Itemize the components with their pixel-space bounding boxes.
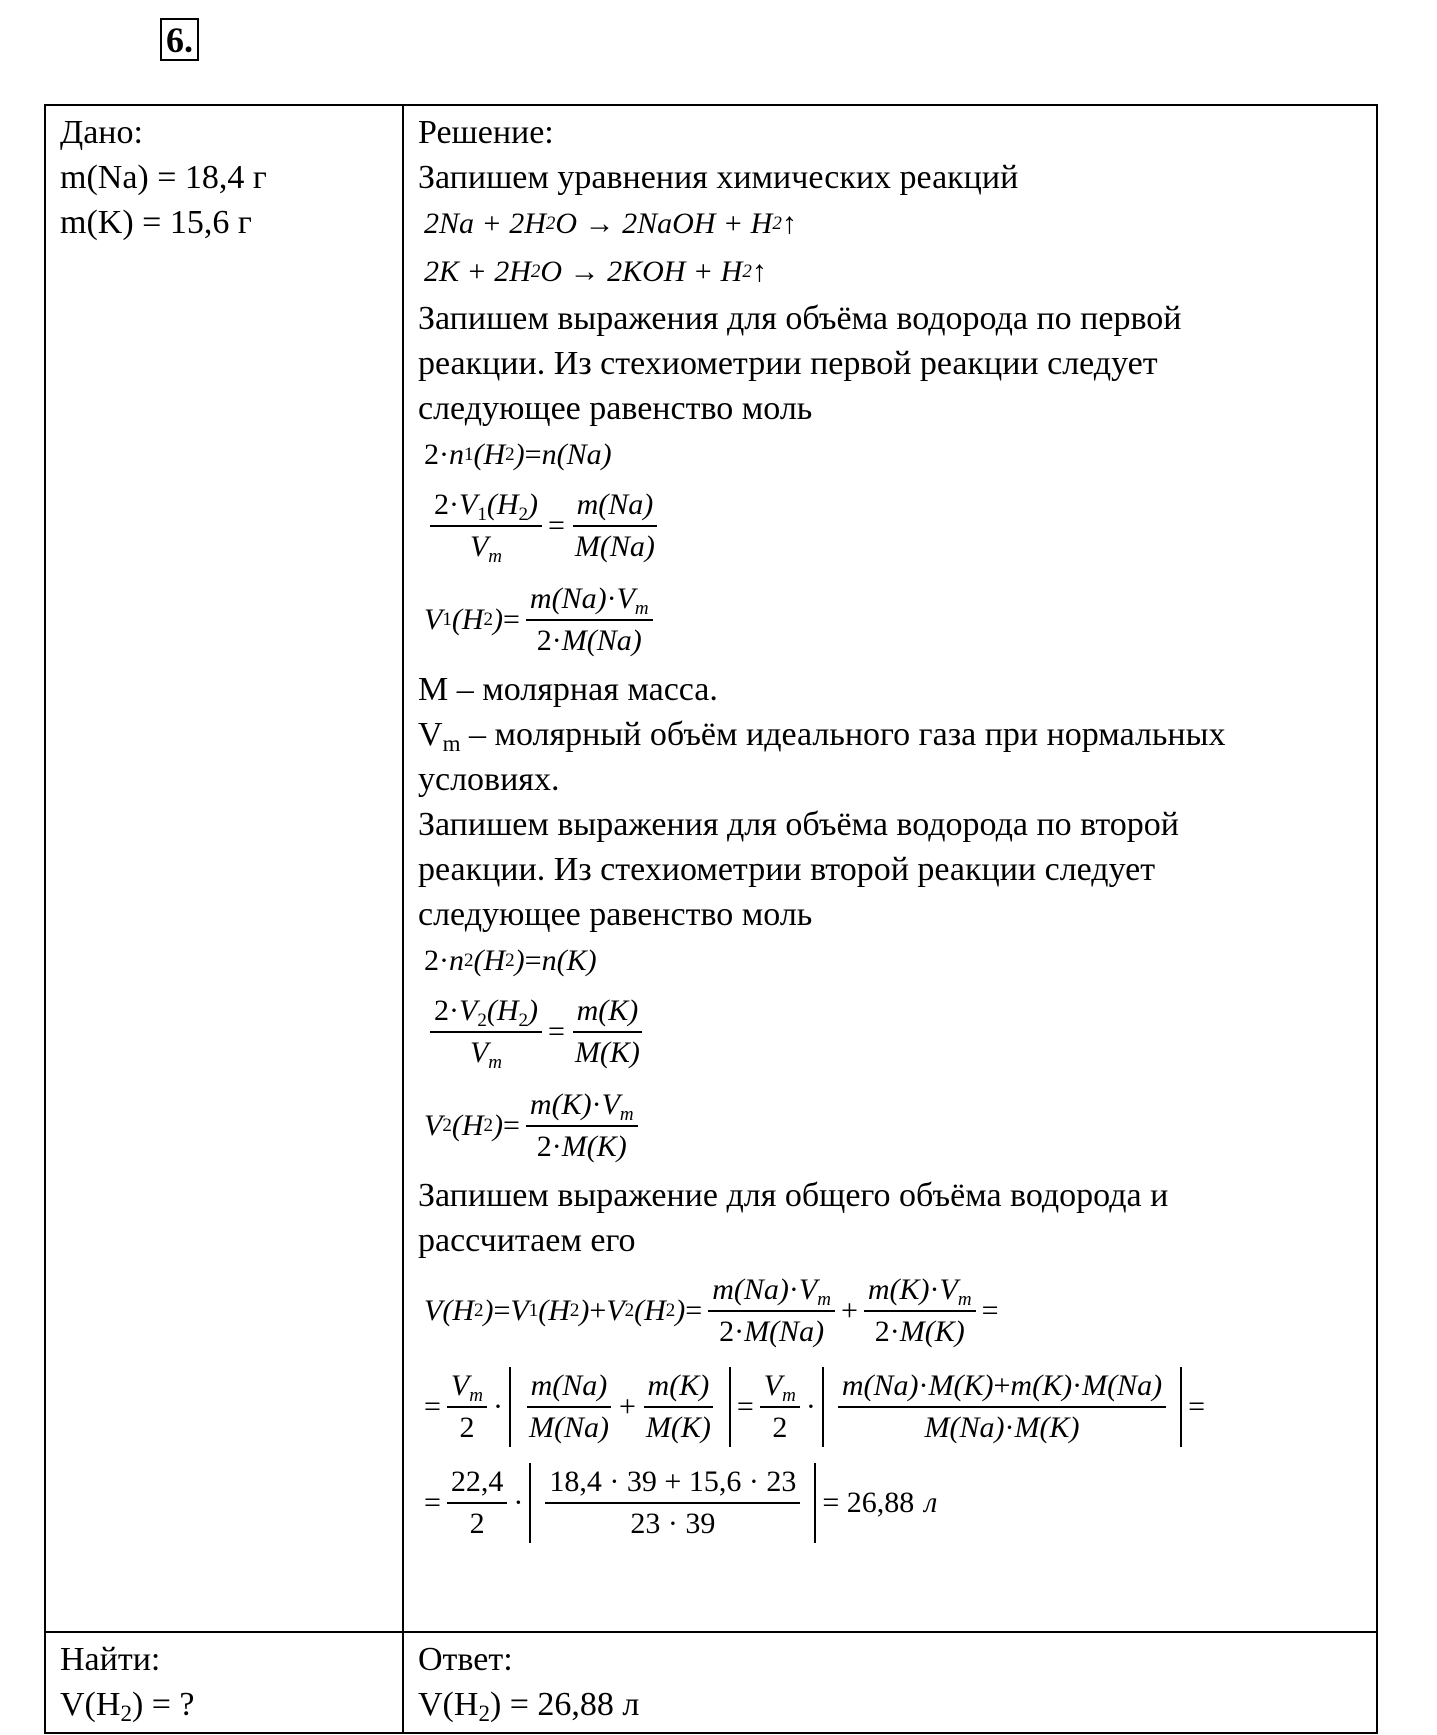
solution-intro: Запишем уравнения химических реакций: [418, 159, 1019, 196]
paragraph-first-reaction-line3: следующее равенство моль: [418, 390, 813, 427]
given-line-mass-na: m(Na) = 18,4 г: [60, 159, 267, 196]
reaction-na-equation: 2Na + 2H 2 O → 2NaOH + H 2 ↑: [424, 207, 797, 240]
volume-formula-v2: V 2 (H 2 ) = $\frac{m(K)\cdot V_m}{2\cdot M(K)}$: [418, 1079, 1368, 1173]
given-line-mass-k: m(K) = 15,6 г: [60, 204, 252, 241]
volume-ratio-k: $\frac{2\cdot V_2(H_2)}{V_m}$ = $\frac{m(K)}{M(K)}$: [418, 985, 1368, 1079]
find-cell: [45, 1632, 403, 1733]
volume-formula-v1: V 1 (H 2 ) = $\frac{m(Na)\cdot V_m}{2\cdot M(Na)}$: [418, 573, 1368, 667]
paragraph-first-reaction-line1: Запишем выражения для объёма водорода по первой: [418, 300, 1182, 337]
find-header: Найти:: [60, 1641, 161, 1678]
reaction-k-equation: 2K + 2H 2 O → 2KOH + H 2 ↑: [424, 255, 767, 288]
paragraph-second-reaction-line3: следующее равенство моль: [418, 896, 813, 933]
molar-volume-note-line2: условиях.: [418, 761, 560, 798]
problem-number: 6.: [160, 18, 199, 61]
answer-value: $V(H_2) = 26,88$ л: [418, 1686, 640, 1726]
mole-equality-na: 2· n 1 (H 2 ) = n(Na): [424, 438, 612, 471]
given-header: Дано:: [60, 114, 143, 151]
solution-cell: [403, 105, 1377, 1632]
paragraph-second-reaction-line2: реакции. Из стехиометрии второй реакции следует: [418, 851, 1156, 888]
total-volume-formula: V(H 2 ) = V 1 (H 2 ) + V 2 (H 2 ) = $\frac{m(Na)\cdot V_m}{2\cdot M(Na)}$ + $\frac{m(K)\cdot V_m}{2\cdot M(K)}$ =: [424, 1273, 999, 1348]
volume-ratio-na: $\frac{2\cdot V_1(H_2)}{V_m}$ = $\frac{m(Na)}{M(Na)}$: [418, 479, 1368, 573]
mole-equality-k: 2· n 2 (H 2 ) = n(K): [424, 944, 597, 977]
solution-table: [44, 104, 1378, 1734]
answer-cell: [403, 1632, 1377, 1733]
paragraph-total-volume-line1: Запишем выражение для общего объёма водорода и: [418, 1177, 1169, 1214]
given-cell: [45, 105, 403, 1632]
total-volume-calculation: = $\frac{22,4}{2}$ · $\frac{18,4 \cdot 39 + 15,6 \cdot 23}{23 \cdot 39}$ = 26,88 л: [418, 1455, 1368, 1551]
answer-header: Ответ:: [418, 1641, 513, 1678]
molar-volume-note: $V_m$ – молярный объём идеального газа при нормальных: [418, 716, 1226, 756]
total-volume-transform: = $\frac{V_m}{2}$ · $\frac{m(Na)}{M(Na)}$ + $\frac{m(K)}{M(K)}$ = $\frac{V_m}{2}$ · $\frac{m(Na)\cdot M(K)+m(K)\cdot M(Na)}{M(Na)\cdot M(K)}$ =: [418, 1359, 1368, 1455]
paragraph-total-volume-line2: рассчитаем его: [418, 1222, 636, 1259]
paragraph-first-reaction-line2: реакции. Из стехиометрии первой реакции следует: [418, 345, 1158, 382]
solution-header: Решение:: [418, 114, 554, 151]
paragraph-second-reaction-line1: Запишем выражения для объёма водорода по второй: [418, 806, 1179, 843]
find-value: $V(H_2)$ = ?: [60, 1686, 195, 1726]
molar-mass-note: M – молярная масса.: [418, 671, 718, 708]
